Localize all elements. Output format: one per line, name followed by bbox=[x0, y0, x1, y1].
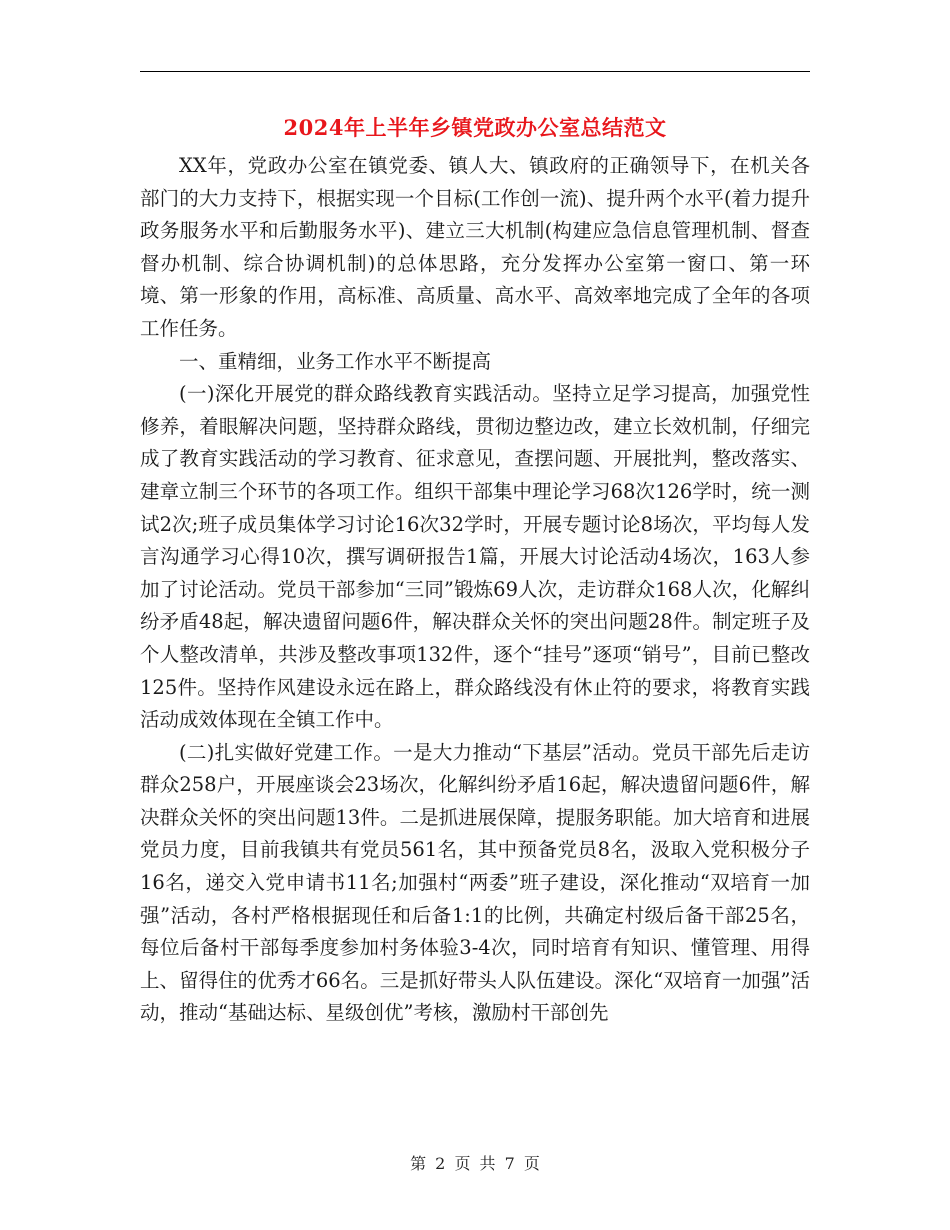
header-rule bbox=[140, 71, 810, 72]
paragraph-section-1-1: (一)深化开展党的群众路线教育实践活动。坚持立足学习提高，加强党性修养，着眼解决问题，坚持群众路线，贯彻边整边改，建立长效机制，仔细完成了教育实践活动的学习教育、征求意见，查摆问题、开展批判，整改落实、建章立制三个环节的各项工作。组织干部集中理论学习68次126学时，统一测试2次;班子成员集体学习讨论16次32学时，开展专题讨论8场次，平均每人发言沟通学习心得10次，撰写调研报告1篇，开展大讨论活动4场次，163人参加了讨论活动。党员干部参加“三同”锻炼69人次，走访群众168人次，化解纠纷矛盾48起，解决遗留问题6件，解决群众关怀的突出问题28件。制定班子及个人整改清单，共涉及整改事项132件，逐个“挂号”逐项“销号”，目前已整改125件。坚持作风建设永远在路上，群众路线没有休止符的要求，将教育实践活动成效体现在全镇工作中。 bbox=[140, 382, 810, 732]
document-body bbox=[140, 150, 810, 1030]
document-title: 2024年上半年乡镇党政办公室总结范文 bbox=[283, 115, 667, 140]
section-heading: 一、重精细，业务工作水平不断提高 bbox=[179, 349, 492, 373]
page-footer: 第 2 页 共 7 页 bbox=[410, 1154, 540, 1173]
paragraph-section-1-2: (二)扎实做好党建工作。一是大力推动“下基层”活动。党员干部先后走访群众258户，开展座谈会23场次，化解纠纷矛盾16起，解决遗留问题6件，解决群众关怀的突出问题13件。二是抓进展保障，提服务职能。加大培育和进展党员力度，目前我镇共有党员561名，其中预备党员8名，汲取入党积极分子16名，递交入党申请书11名;加强村“两委”班子建设，深化推动“双培育一加强”活动，各村严格根据现任和后备1:1的比例，共确定村级后备干部25名，每位后备村干部每季度参加村务体验3-4次，同时培育有知识、懂管理、用得上、留得住的优秀才66名。三是抓好带头人队伍建设。深化“双培育一加强”活动，推动“基础达标、星级创优”考核，激励村干部创先 bbox=[140, 740, 810, 1025]
paragraph-intro: XX年，党政办公室在镇党委、镇人大、镇政府的正确领导下，在机关各部门的大力支持下，根据实现一个目标(工作创一流)、提升两个水平(着力提升政务服务水平和后勤服务水平)、建立三大机制(构建应急信息管理机制、督查督办机制、综合协调机制)的总体思路，充分发挥办公室第一窗口、第一环境、第一形象的作用，高标准、高质量、高水平、高效率地完成了全年的各项工作任务。 bbox=[140, 154, 810, 340]
